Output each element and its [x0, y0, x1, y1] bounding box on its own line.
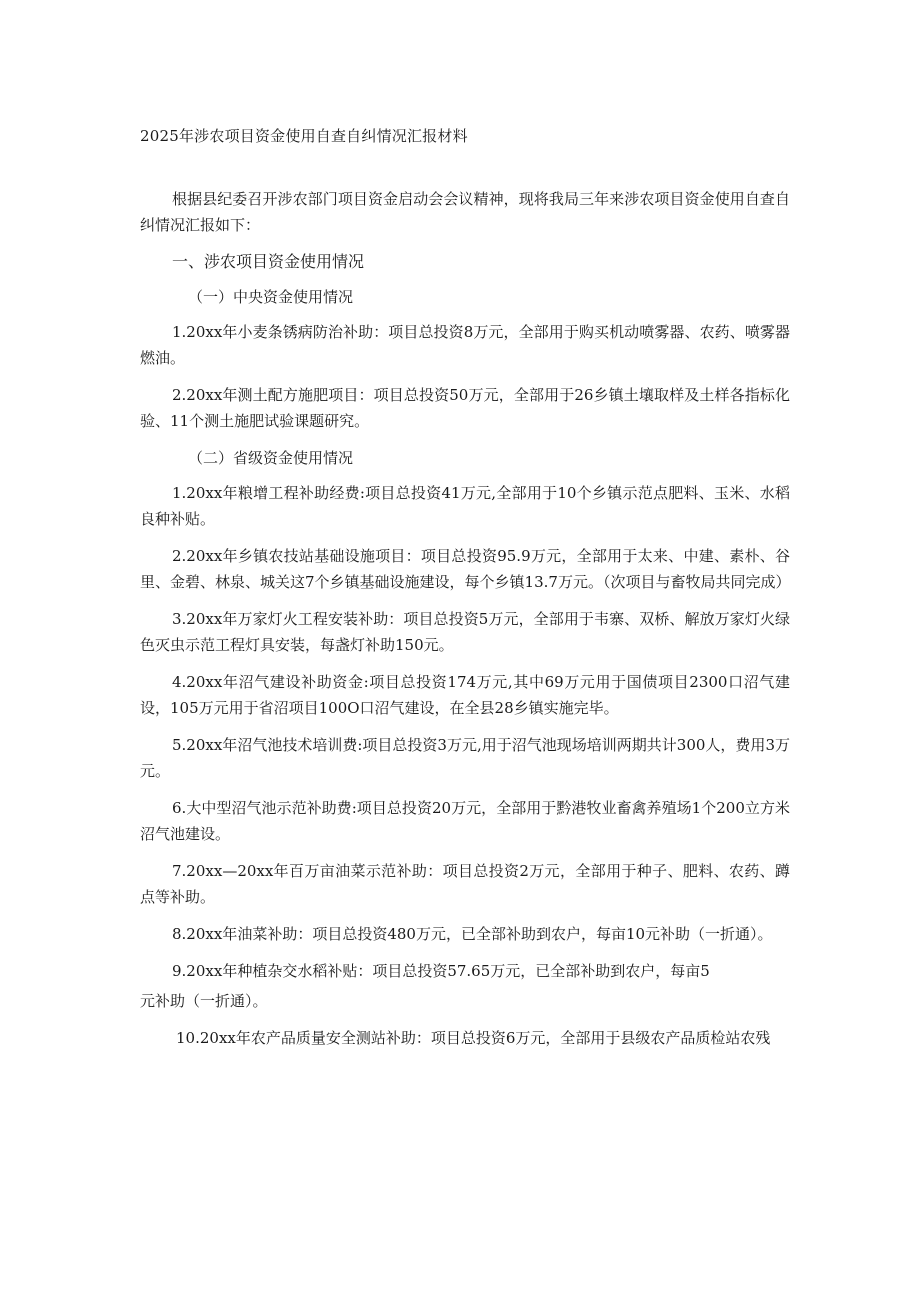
section-heading: 一、涉农项目资金使用情况	[172, 252, 365, 271]
intro-paragraph: 根据县纪委召开涉农部门项目资金启动会会议精神，现将我局三年来涉农项目资金使用自查自纠情况汇报如下：	[140, 190, 790, 234]
document-body	[140, 186, 790, 1062]
paragraph-item: 2.20xx年乡镇农技站基础设施项目：项目总投资95.9万元，全部用于太来、中建、素朴、谷里、金碧、林泉、城关这7个乡镇基础设施建设，每个乡镇13.7万元。（次项目与畜牧局共同完成）	[140, 547, 791, 591]
paragraph-item: 1.20xx年小麦条锈病防治补助：项目总投资8万元，全部用于购买机动喷雾器、农药、喷雾器燃油。	[140, 323, 790, 367]
paragraph-item: 9.20xx年种植杂交水稻补贴：项目总投资57.65万元，已全部补助到农户，每亩5	[172, 962, 710, 980]
paragraph-item-truncated: 10.20xx年农产品质量安全测站补助：项目总投资6万元，全部用于县级农产品质检站农残	[176, 1029, 771, 1047]
document-title: 2025年涉农项目资金使用自查自纠情况汇报材料	[140, 127, 468, 145]
paragraph-continuation: 元补助（一折通）。	[140, 992, 268, 1010]
subsection-heading-central: （一）中央资金使用情况	[188, 288, 354, 306]
paragraph-item: 6.大中型沼气池示范补助费:项目总投资20万元，全部用于黔港牧业畜禽养殖场1个200立方米沼气池建设。	[140, 799, 790, 843]
paragraph-item: 5.20xx年沼气池技术培训费:项目总投资3万元,用于沼气池现场培训两期共计300人，费用3万元。	[140, 736, 790, 780]
paragraph-item: 7.20xx—20xx年百万亩油菜示范补助：项目总投资2万元，全部用于种子、肥料、农药、蹲点等补助。	[140, 862, 790, 906]
paragraph-item: 4.20xx年沼气建设补助资金:项目总投资174万元,其中69万元用于国债项目2300口沼气建设，105万元用于省沼项目100O口沼气建设，在全县28乡镇实施完毕。	[140, 673, 790, 717]
paragraph-item: 3.20xx年万家灯火工程安装补助：项目总投资5万元，全部用于韦寨、双桥、解放万家灯火绿色灭虫示范工程灯具安装，每盏灯补助150元。	[140, 610, 790, 654]
paragraph-item: 2.20xx年测土配方施肥项目：项目总投资50万元，全部用于26乡镇土壤取样及土样各指标化验、11个测土施肥试验课题研究。	[140, 386, 790, 430]
subsection-heading-provincial: （二）省级资金使用情况	[188, 449, 354, 467]
paragraph-item: 8.20xx年油菜补助：项目总投资480万元，已全部补助到农户，每亩10元补助（一折通）。	[172, 925, 773, 943]
paragraph-item: 1.20xx年粮增工程补助经费:项目总投资41万元,全部用于10个乡镇示范点肥料、玉米、水稻良种补贴。	[140, 484, 790, 528]
